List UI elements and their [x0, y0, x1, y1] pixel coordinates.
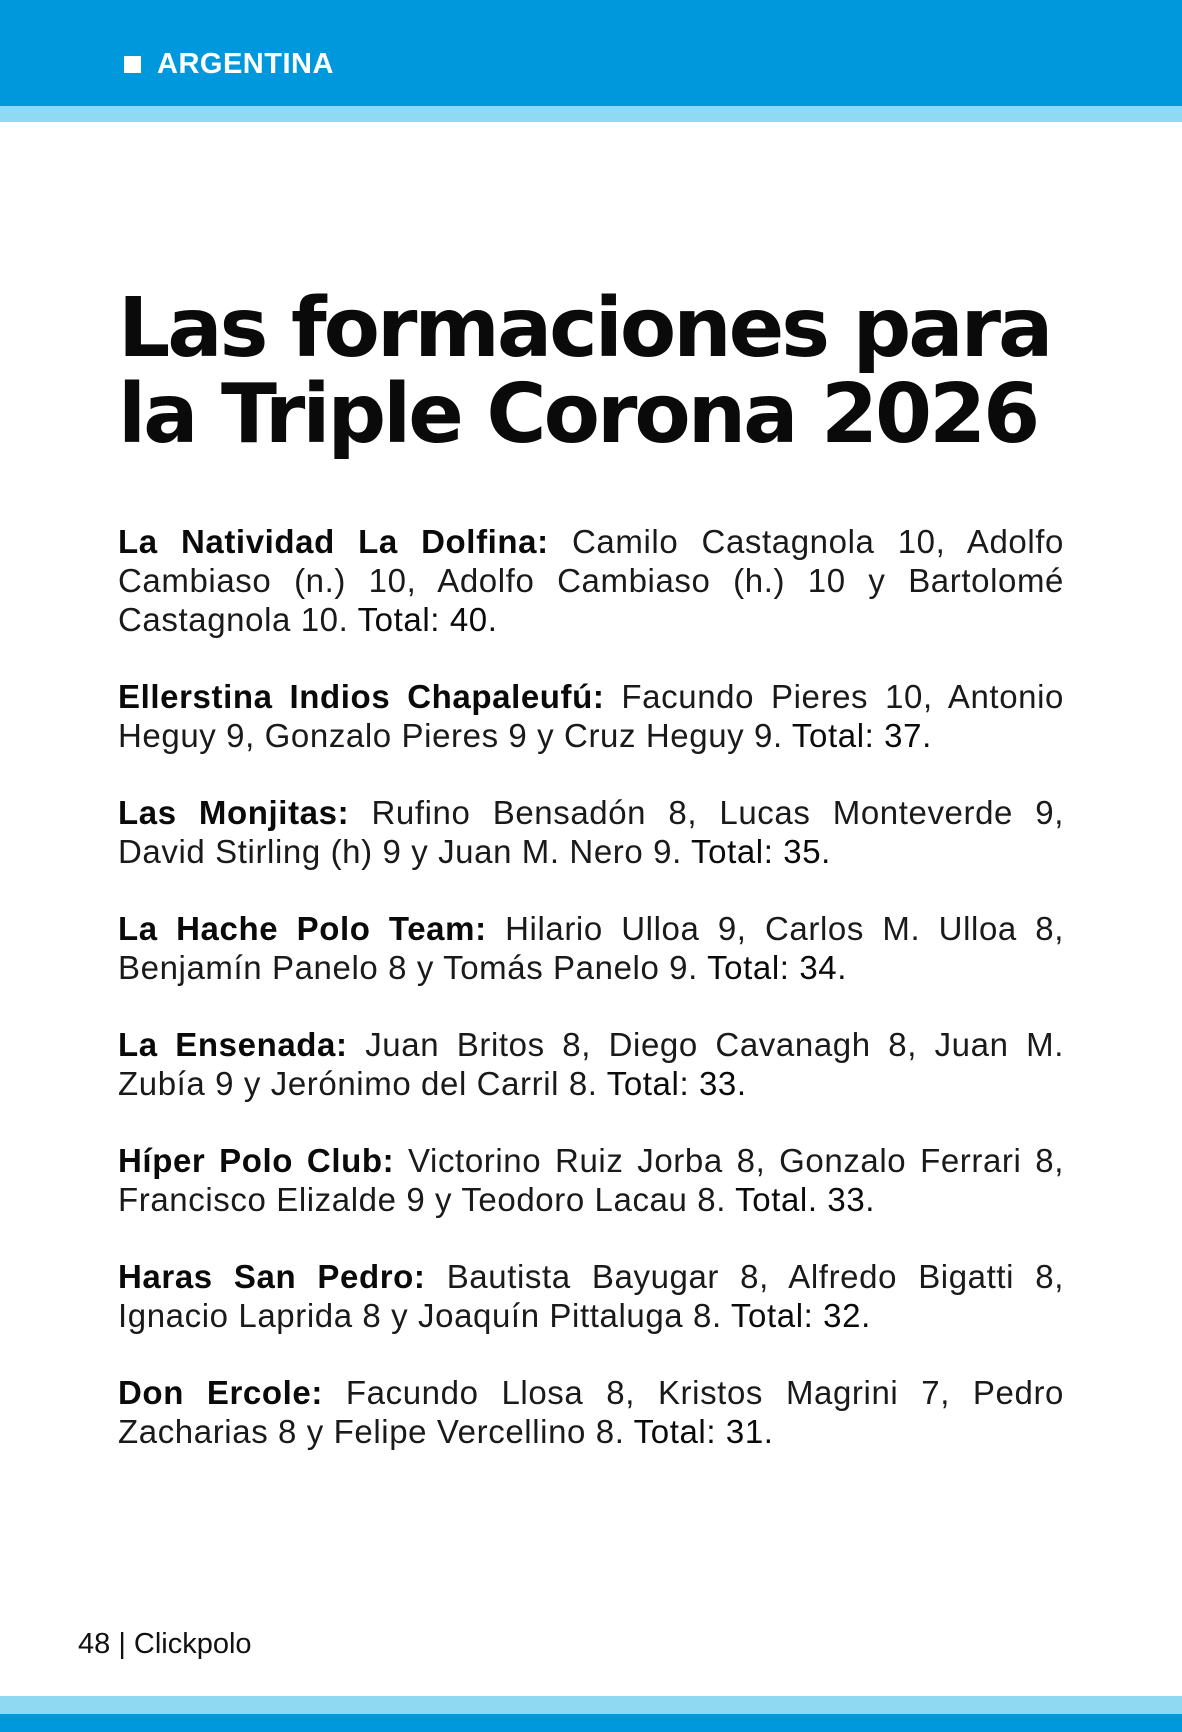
- team-players: Hilario Ulloa 9, Carlos M. Ulloa 8, Benjamín Panelo 8 y Tomás Panelo 9.: [118, 910, 1064, 986]
- team-players: Facundo Pieres 10, Antonio Heguy 9, Gonzalo Pieres 9 y Cruz Heguy 9.: [118, 678, 1064, 754]
- team-entry: [118, 1025, 1064, 1103]
- team-players: Facundo Llosa 8, Kristos Magrini 7, Pedro Zacharias 8 y Felipe Vercellino 8.: [118, 1374, 1064, 1450]
- team-players: Rufino Bensadón 8, Lucas Monteverde 9, David Stirling (h) 9 y Juan M. Nero 9.: [118, 794, 1064, 870]
- team-players: Camilo Castagnola 10, Adolfo Cambiaso (n.) 10, Adolfo Cambiaso (h.) 10 y Bartolomé Castagnola 10.: [118, 523, 1064, 638]
- team-name: La Hache Polo Team:: [118, 910, 487, 947]
- team-name: La Natividad La Dolfina:: [118, 523, 549, 560]
- team-total: Total: 31.: [633, 1413, 774, 1450]
- team-name: Las Monjitas:: [118, 794, 350, 831]
- team-entry: [118, 793, 1064, 871]
- section-label: [124, 48, 334, 81]
- team-entry: [118, 909, 1064, 987]
- footer-bar: [0, 1714, 1182, 1732]
- team-total: Total: 40.: [357, 601, 498, 638]
- page-footer: 48 | Clickpolo: [78, 1628, 252, 1660]
- team-total: Total. 33.: [735, 1181, 876, 1218]
- team-players: Bautista Bayugar 8, Alfredo Bigatti 8, Ignacio Laprida 8 y Joaquín Pittaluga 8.: [118, 1258, 1065, 1334]
- header-bar: [0, 0, 1182, 106]
- team-entry: [118, 1141, 1064, 1219]
- team-name: Don Ercole:: [118, 1374, 323, 1411]
- team-name: Ellerstina Indios Chapaleufú:: [118, 678, 605, 715]
- team-total: Total: 34.: [707, 949, 847, 986]
- team-total: Total: 33.: [606, 1065, 747, 1102]
- team-entry: [118, 522, 1064, 639]
- team-total: Total: 37.: [791, 717, 932, 754]
- team-players: Juan Britos 8, Diego Cavanagh 8, Juan M. Zubía 9 y Jerónimo del Carril 8.: [118, 1026, 1064, 1102]
- team-entry: [118, 677, 1064, 755]
- team-total: Total: 32.: [730, 1297, 871, 1334]
- team-entry: [118, 1373, 1064, 1451]
- team-name: Haras San Pedro:: [118, 1258, 426, 1295]
- title-line-2: la Triple Corona 2026: [118, 367, 1038, 462]
- team-players: Victorino Ruiz Jorba 8, Gonzalo Ferrari 8, Francisco Elizalde 9 y Teodoro Lacau 8.: [118, 1142, 1064, 1218]
- team-name: Híper Polo Club:: [118, 1142, 395, 1179]
- square-bullet-icon: [124, 56, 141, 73]
- team-name: La Ensenada:: [118, 1026, 348, 1063]
- page-title: [118, 281, 1078, 462]
- team-entry: [118, 1257, 1064, 1335]
- header-stripe: [0, 106, 1182, 122]
- section-name: ARGENTINA: [157, 48, 334, 80]
- team-total: Total: 35.: [691, 833, 831, 870]
- title-line-1: Las formaciones para: [118, 281, 1051, 376]
- footer-stripe: [0, 1696, 1182, 1714]
- team-list: [118, 522, 1064, 1489]
